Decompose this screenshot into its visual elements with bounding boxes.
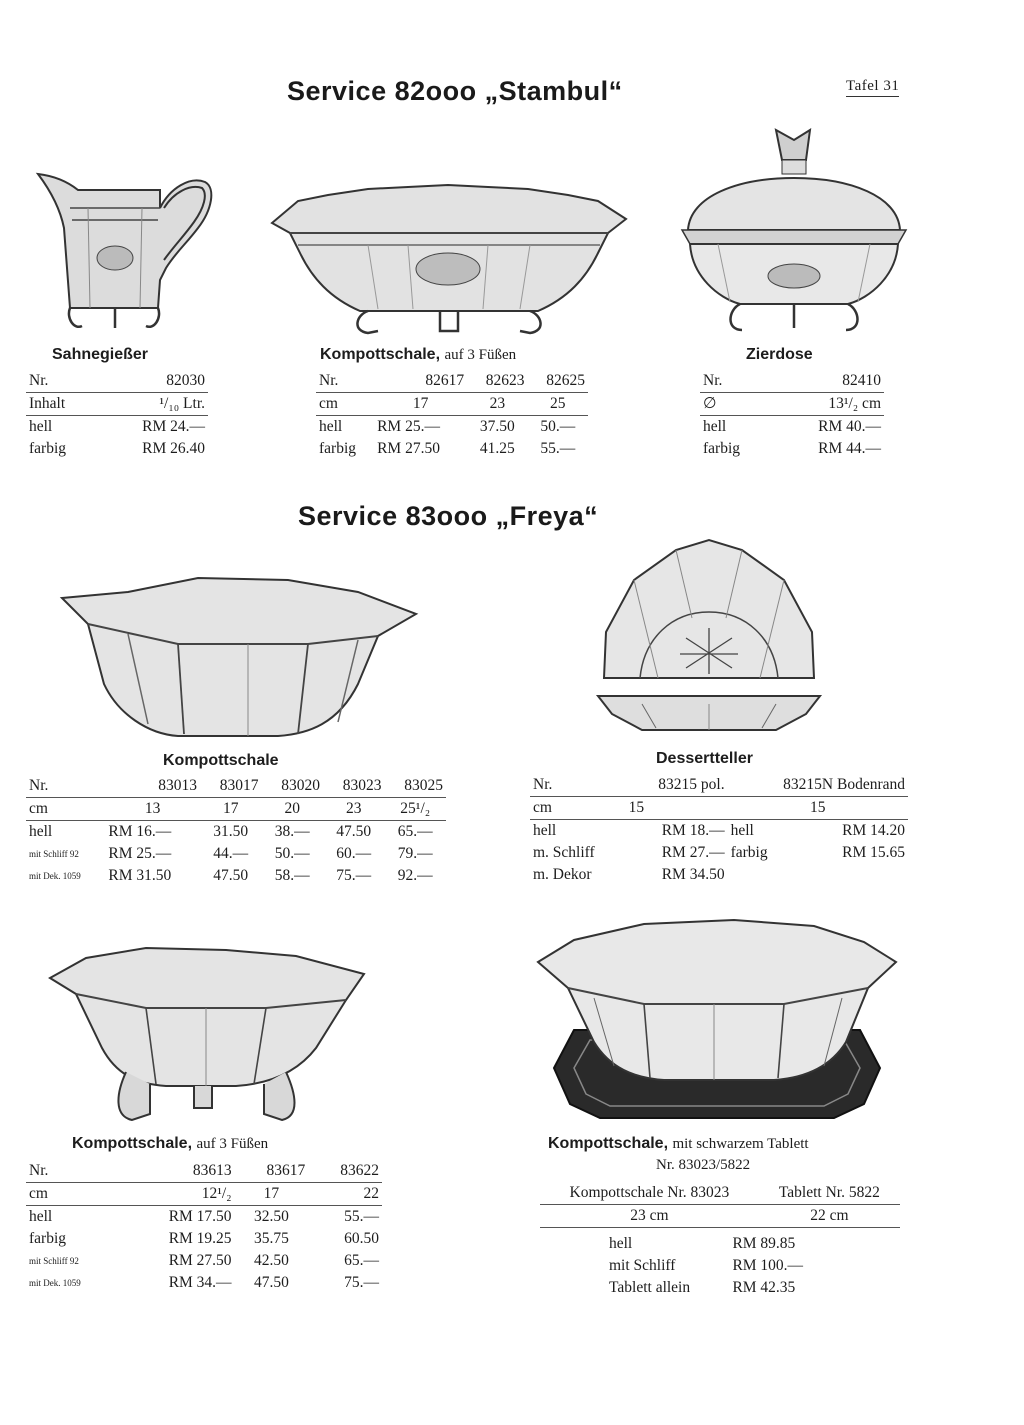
table-row: hell RM 40.— bbox=[703, 418, 881, 435]
table-row: farbig RM 44.— bbox=[703, 440, 881, 457]
heading-stambul: Service 82ooo „Stambul“ bbox=[287, 76, 623, 106]
kompott82-name: Kompottschale, auf 3 Füßen bbox=[320, 346, 517, 363]
table-row: Nr. 83613 83617 83622 bbox=[26, 1160, 382, 1183]
table-row: mit Dek. 1059 RM 34.— 47.50 75.— bbox=[29, 1274, 379, 1291]
dessertteller-name: Dessertteller bbox=[656, 750, 753, 767]
table-row: farbig RM 27.50 41.25 55.— bbox=[319, 440, 576, 457]
tablett-prices bbox=[606, 1233, 838, 1299]
kompott83-table bbox=[26, 775, 446, 887]
table-row: mit Schliff 92 RM 27.50 42.50 65.— bbox=[29, 1252, 379, 1269]
table-row: mit Schliff RM 100.— bbox=[609, 1257, 804, 1274]
dessertteller-table bbox=[530, 774, 908, 886]
table-row: hell RM 89.85 bbox=[609, 1235, 796, 1252]
lidded-box-illustration bbox=[678, 126, 910, 338]
table-row: hell RM 24.— bbox=[29, 418, 205, 435]
cream-jug-illustration bbox=[30, 168, 220, 343]
sahnegiesser-name: Sahnegießer bbox=[52, 346, 149, 363]
footed-bowl-illustration bbox=[46, 944, 368, 1124]
table-row: Nr. 83013 83017 83020 83023 83025 bbox=[26, 775, 446, 798]
table-row: hell RM 17.50 32.50 55.— bbox=[29, 1208, 379, 1225]
dessert-plate-illustration bbox=[596, 538, 822, 738]
table-row: m. Dekor RM 34.50 bbox=[533, 866, 725, 883]
table-row: farbig RM 26.40 bbox=[29, 440, 205, 457]
sahnegiesser-table bbox=[26, 370, 208, 460]
tablett-nr: Nr. 83023/5822 bbox=[656, 1157, 751, 1173]
table-row: hell RM 16.— 31.50 38.— 47.50 65.— bbox=[29, 823, 433, 840]
table-row: Kompottschale Nr. 83023 Tablett Nr. 5822 bbox=[540, 1182, 900, 1205]
table-row: cm 13 17 20 23 25¹/₂ bbox=[26, 798, 446, 821]
kompott83-name: Kompottschale bbox=[163, 752, 279, 769]
table-row: Nr. 82030 bbox=[26, 370, 208, 393]
table-row: mit Dek. 1059 RM 31.50 47.50 58.— 75.— 92.— bbox=[29, 867, 433, 884]
three-foot-bowl-illustration bbox=[268, 183, 630, 338]
zierdose-table bbox=[700, 370, 884, 460]
table-row: m. Schliff RM 27.— farbig RM 15.65 bbox=[533, 844, 905, 861]
table-row: Tablett allein RM 42.35 bbox=[609, 1279, 796, 1296]
octagon-bowl-illustration bbox=[58, 574, 420, 742]
tablett-name: Kompottschale, mit schwarzem Tablett bbox=[548, 1135, 809, 1152]
tablett-table bbox=[540, 1182, 900, 1228]
table-row: hell RM 25.— 37.50 50.— bbox=[319, 418, 576, 435]
table-row: farbig RM 19.25 35.75 60.50 bbox=[29, 1230, 379, 1247]
kompott836-name: Kompottschale, auf 3 Füßen bbox=[72, 1135, 269, 1152]
heading-freya: Service 83ooo „Freya“ bbox=[298, 501, 599, 531]
table-row: ∅ 13¹/₂ cm bbox=[700, 393, 884, 416]
table-row: Nr. 82410 bbox=[700, 370, 884, 393]
table-row: cm 17 23 25 bbox=[316, 393, 588, 416]
table-row: Nr. 83215 pol. 83215N Bodenrand bbox=[530, 774, 908, 797]
kompott836-table bbox=[26, 1160, 382, 1294]
table-row: Nr. 82617 82623 82625 bbox=[316, 370, 588, 393]
bowl-with-tray-illustration bbox=[534, 918, 900, 1124]
table-row: 23 cm 22 cm bbox=[540, 1205, 900, 1228]
kompott82-table bbox=[316, 370, 588, 460]
table-row: cm 15 15 bbox=[530, 797, 908, 820]
table-row: Inhalt ¹/₁₀ Ltr. bbox=[26, 393, 208, 416]
table-row: mit Schliff 92 RM 25.— 44.— 50.— 60.— 79.— bbox=[29, 845, 433, 862]
plate-number: Tafel 31 bbox=[846, 78, 899, 97]
table-row: hell RM 18.— hell RM 14.20 bbox=[533, 822, 905, 839]
zierdose-name: Zierdose bbox=[746, 346, 813, 363]
table-row: cm 12¹/₂ 17 22 bbox=[26, 1183, 382, 1206]
